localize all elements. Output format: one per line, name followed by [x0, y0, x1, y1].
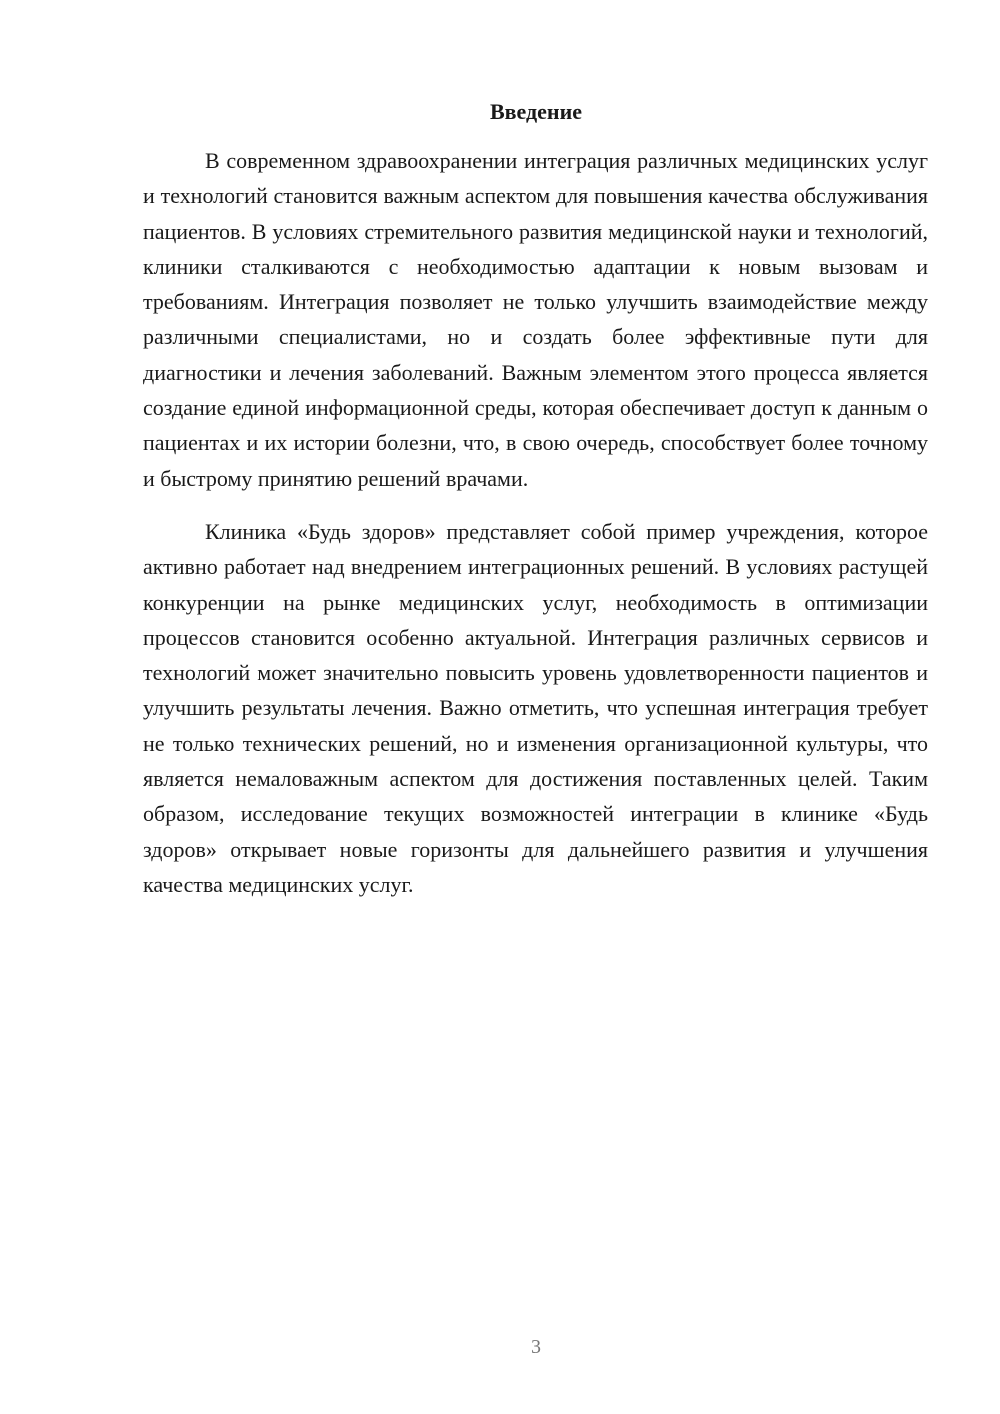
section-title: Введение [489, 99, 583, 124]
page-number: 3 [531, 1336, 541, 1358]
paragraph-clinic: Клиника «Будь здоров» представляет собой пример учреждения, которое активно работает над внедрением интеграционных решений. В условиях растущей конкуренции на рынке медицинских услуг, необходимость в оптимизации процессов становится особенно актуальной. Интеграция различных сервисов и технологий может значительно повысить уровень удовлетворенности пациентов и улучшить результаты лечения. Важно отметить, что успешная интеграция требует не только технических решений, но и изменения организационной культуры, что является немаловажным аспектом для достижения поставленных целей. Таким образом, исследование текущих возможностей интеграции в клинике «Будь здоров» открывает новые горизонты для дальнейшего развития и улучшения качества медицинских услуг. [143, 518, 928, 897]
paragraph-intro: В современном здравоохранении интеграция различных медицинских услуг и технологий становится важным аспектом для повышения качества обслуживания пациентов. В условиях стремительного развития медицинской науки и технологий, клиники сталкиваются с необходимостью адаптации к новым вызовам и требованиям. Интеграция позволяет не только улучшить взаимодействие между различными специалистами, но и создать более эффективные пути для диагностики и лечения заболеваний. Важным элементом этого процесса является создание единой информационной среды, которая обеспечивает доступ к данным о пациентах и их истории болезни, что, в свою очередь, способствует более точному и быстрому принятию решений врачами. [143, 148, 928, 491]
body-text [143, 143, 928, 902]
